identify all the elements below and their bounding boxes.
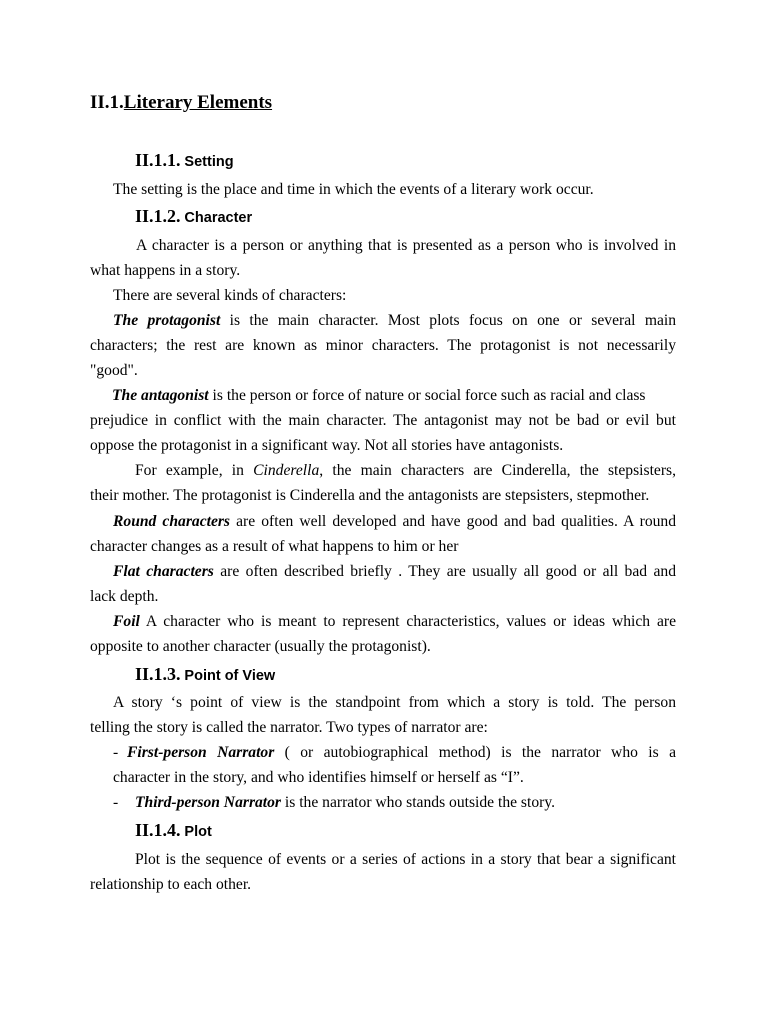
paragraph-text: their mother. The protagonist is Cinderella and the antagonists are stepsisters, stepmother. — [90, 487, 650, 504]
line — [90, 609, 676, 634]
paragraph-text: is the narrator who stands outside the story. — [281, 794, 556, 811]
point-of-view-paragraph — [90, 690, 676, 740]
line — [90, 509, 676, 534]
list-dash: - — [113, 744, 119, 761]
antagonist-paragraph — [90, 383, 676, 458]
paragraph-text: character changes as a result of what happens to him or her — [90, 538, 459, 555]
section-number: II.1. — [90, 92, 124, 113]
section-title-text: Literary Elements — [123, 92, 273, 113]
paragraph-text: characters; the rest are known as minor characters. The protagonist is not necessarily — [90, 337, 676, 354]
subsection-number: II.1.3. — [135, 664, 181, 684]
subsection-number: II.1.4. — [135, 820, 181, 840]
line — [90, 740, 676, 765]
subsection-heading-plot — [135, 820, 212, 841]
paragraph-text: telling the story is called the narrator. Two types of narrator are: — [90, 719, 488, 736]
narrator-list — [90, 740, 676, 815]
paragraph-text: There are several kinds of characters: — [113, 287, 347, 304]
foil-paragraph — [90, 609, 676, 659]
paragraph-text: prejudice in conflict with the main character. The antagonist may not be bad or evil but — [90, 412, 676, 429]
protagonist-paragraph — [90, 308, 676, 383]
subsection-name: Setting — [184, 154, 234, 170]
paragraph-text: "good". — [90, 362, 138, 379]
setting-paragraph — [90, 177, 676, 202]
line — [90, 458, 676, 483]
paragraph-text: A character is a person or anything that is presented as a person who is involved in — [136, 237, 676, 254]
list-item — [90, 740, 676, 790]
plot-paragraph — [90, 847, 676, 897]
paragraph-text: character in the story, and who identifies himself or herself as “I”. — [113, 769, 524, 786]
term-round-characters: Round characters — [113, 513, 231, 530]
term-flat-characters: Flat characters — [113, 563, 214, 580]
term-third-person-narrator: Third-person Narrator — [135, 794, 282, 811]
character-definition-paragraph — [90, 233, 676, 283]
subsection-heading-setting — [135, 150, 234, 171]
paragraph-text: oppose the protagonist in a significant way. Not all stories have antagonists. — [90, 437, 564, 454]
subsection-name: Point of View — [184, 668, 276, 684]
round-characters-paragraph — [90, 509, 676, 559]
term-first-person-narrator: First-person Narrator — [127, 744, 275, 761]
work-title: Cinderella — [253, 462, 320, 479]
line — [90, 790, 676, 815]
paragraph-text: what happens in a story. — [90, 262, 241, 279]
paragraph-text: are often described briefly . They are usually all good or all bad and — [213, 563, 676, 580]
paragraph-text: Plot is the sequence of events or a series of actions in a story that bear a significant — [135, 851, 676, 868]
subsection-name: Character — [184, 210, 253, 226]
subsection-heading-point-of-view — [135, 664, 275, 685]
line — [90, 559, 676, 584]
section-title — [90, 92, 272, 114]
paragraph-text: relationship to each other. — [90, 876, 252, 893]
paragraph-text: opposite to another character (usually the protagonist). — [90, 638, 431, 655]
list-dash: - — [113, 794, 119, 811]
line — [90, 233, 676, 258]
subsection-number: II.1.2. — [135, 206, 181, 226]
paragraph-text: ( or autobiographical method) is the narrator who is a — [274, 744, 676, 761]
list-item — [90, 790, 676, 815]
term-foil: Foil — [113, 613, 140, 630]
paragraph-text: is the main character. Most plots focus on one or several main — [220, 312, 677, 329]
paragraph-text: , the main characters are Cinderella, the stepsisters, — [319, 462, 676, 479]
paragraph-text: is the person or force of nature or social force such as racial and class — [208, 387, 646, 404]
term-protagonist: The protagonist — [113, 312, 221, 329]
paragraph-text: A story ‘s point of view is the standpoint from which a story is told. The person — [113, 694, 676, 711]
subsection-heading-character — [135, 206, 252, 227]
kinds-intro-paragraph — [90, 283, 699, 308]
paragraph-text: lack depth. — [90, 588, 159, 605]
paragraph-text: For example, in — [135, 462, 254, 479]
term-antagonist: The antagonist — [112, 387, 209, 404]
line — [90, 308, 676, 333]
paragraph-text: A character who is meant to represent characteristics, values or ideas which are — [139, 613, 676, 630]
paragraph-text: are often well developed and have good and bad qualities. A round — [230, 513, 677, 530]
example-paragraph — [90, 458, 676, 508]
flat-characters-paragraph — [90, 559, 676, 609]
subsection-number: II.1.1. — [135, 150, 181, 170]
line — [90, 383, 676, 408]
paragraph-text: The setting is the place and time in which the events of a literary work occur. — [113, 181, 594, 198]
subsection-name: Plot — [184, 824, 212, 840]
